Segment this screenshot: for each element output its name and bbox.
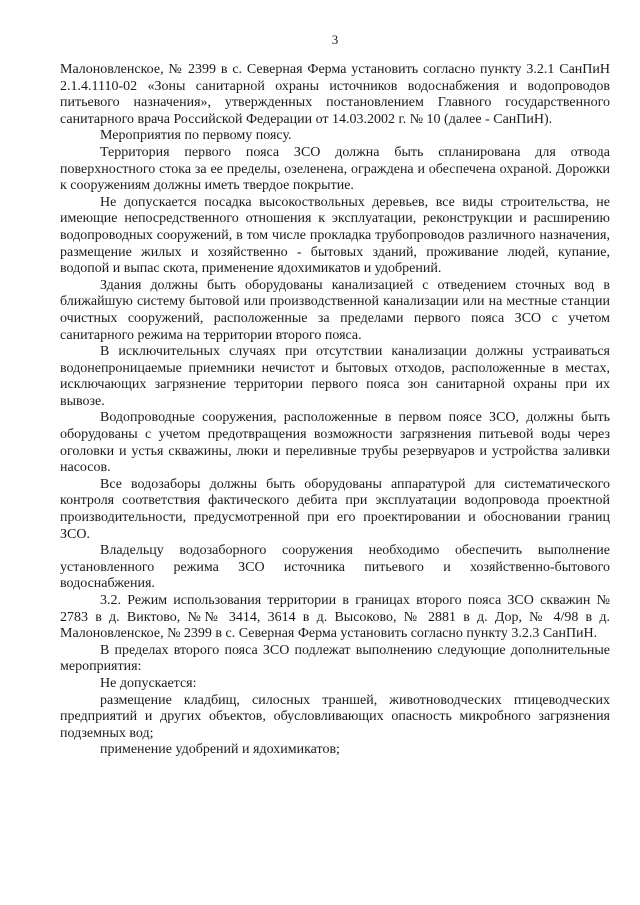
paragraph-fertilizers: применение удобрений и ядохимикатов; (100, 742, 340, 758)
paragraph-not-allowed: Не допускается: (100, 675, 197, 691)
page-number: 3 (331, 32, 339, 47)
paragraph-first-zone-measures-heading: Мероприятия по первому поясу. (100, 128, 292, 144)
paragraph-sewerage: Здания должны быть оборудованы канализацией с отведением сточных вод в ближайшую систему бытовой или производственной канализации или на местные станции очистных сооружений, расположенные за пределами первого пояса ЗСО с учетом санитарного режима на территории второго пояса. (60, 277, 610, 343)
paragraph-waste-receivers: В исключительных случаях при отсутствии канализации должны устраиваться водонепроницаемые приемники нечистот и бытовых отходов, расположенные в местах, исключающих загрязнение территории первого пояса зон санитарной охраны при их вывозе. (60, 344, 610, 409)
paragraph-second-zone-measures: В пределах второго пояса ЗСО подлежат выполнению следующие дополнительные мероприятия: (60, 642, 610, 675)
document-body (60, 62, 610, 759)
paragraph-water-intake-control: Все водозаборы должны быть оборудованы аппаратурой для систематического контроля соответствия фактического дебита при эксплуатации водопровода проектной производительности, предусмотренной при его проектировании и обосновании границ ЗСО. (60, 476, 610, 542)
paragraph-continuation: Малоновленское, № 2399 в с. Северная Ферма установить согласно пункту 3.2.1 СанПиН 2.1.4.1110-02 «Зоны санитарной охраны источников водоснабжения и водопроводов питьевого назначения», утвержденных постановлением Главного государственного санитарного врача Российской Федерации от 14.03.2002 г. № 10 (далее - СанПиН). (60, 62, 610, 127)
paragraph-cemeteries: размещение кладбищ, силосных траншей, животноводческих птицеводческих предприятий и других объектов, обусловливающих опасность микробного загрязнения подземных вод; (60, 692, 610, 741)
paragraph-territory-planning: Территория первого пояса ЗСО должна быть спланирована для отвода поверхностного стока за ее пределы, озеленена, ограждена и обеспечена охраной. Дорожки к сооружениям должны иметь твердое покрытие. (60, 144, 610, 194)
paragraph-owner-duty: Владельцу водозаборного сооружения необходимо обеспечить выполнение установленного режима ЗСО источника питьевого и хозяйственно-бытового водоснабжения. (60, 543, 610, 592)
paragraph-water-facilities: Водопроводные сооружения, расположенные в первом поясе ЗСО, должны быть оборудованы с учетом предотвращения возможности загрязнения питьевой воды через оголовки и устья скважины, люки и переливные трубы резервуаров и устройства заливки насосов. (60, 410, 610, 476)
paragraph-prohibited-activities: Не допускается посадка высокоствольных деревьев, все виды строительства, не имеющие непосредственного отношения к эксплуатации, реконструкции и расширению водопроводных сооружений, в том числе прокладка трубопроводов различного назначения, размещение жилых и хозяйственно - бытовых зданий, проживание людей, купание, водопой и выпас скота, применение ядохимикатов и удобрений. (60, 194, 610, 277)
paragraph-second-zone-regime: 3.2. Режим использования территории в границах второго пояса ЗСО скважин № 2783 в д. Виктово, №№ 3414, 3614 в д. Высоково, № 2881 в д. Дор, № 4/98 в д. Малоновленское, № 2399 в с. Северная Ферма установить согласно пункту 3.2.3 СанПиН. (60, 593, 610, 642)
